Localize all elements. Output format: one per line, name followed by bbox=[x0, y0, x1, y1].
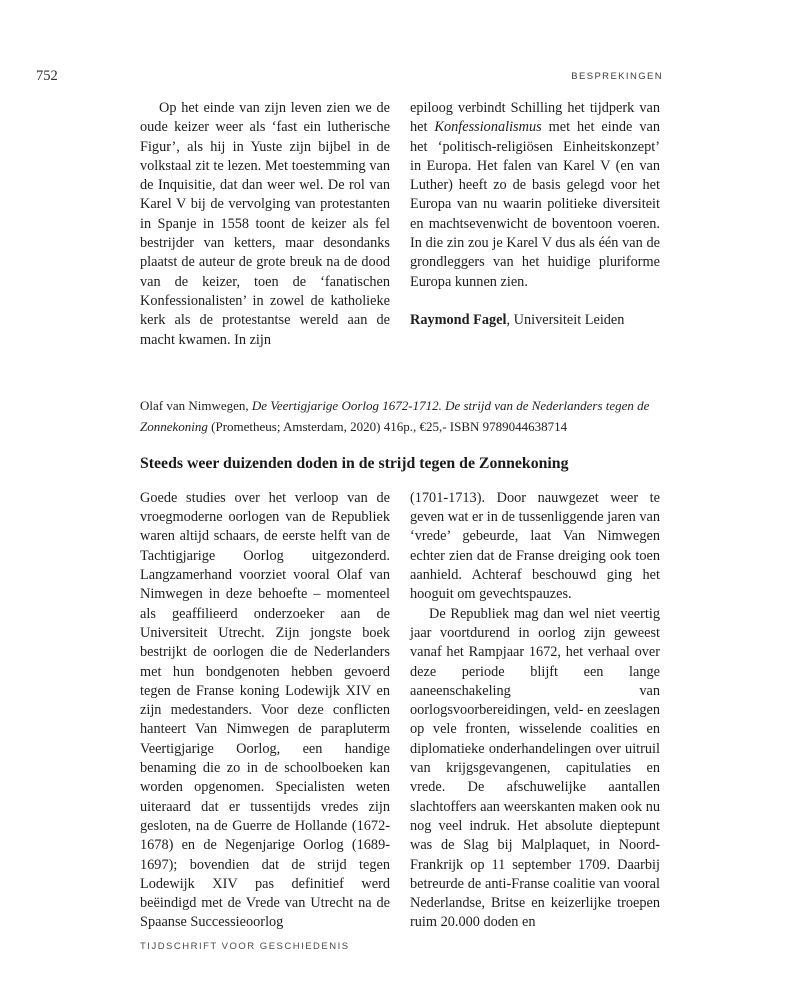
review2-left-text: Goede studies over het verloop van de vroegmoderne oorlogen van de Republiek waren altijd schaars, de eerste helft van de Tachtigjarige Oorlog uitgezonderd. Langzamerhand voorziet vooral Olaf van Nimwegen in deze behoefte – momenteel als geaffilieerd onderzoeker aan de Universiteit Utrecht. Zijn jongste boek bestrijkt de oorlogen die de Nederlanders met hun bondgenoten hebben gevoerd tegen de Franse koning Lodewijk XIV en zijn medestanders. Voor deze conflicten hanteert Van Nimwegen de parapluterm Veertigjarige Oorlog, een handige benaming die zo in de schoolboeken kan worden opgenomen. Specialisten weten uiteraard dat er tussentijds vredes zijn gesloten, na de Guerre de Hollande (1672-1678) en de Negenjarige Oorlog (1689-1697); bovendien dat de strijd tegen Lodewijk XIV pas definitief werd beëindigd met de Vrede van Utrecht na de Spaanse Successieoorlog bbox=[140, 489, 390, 931]
review1-right-text bbox=[410, 99, 660, 292]
review2-left-column bbox=[140, 489, 390, 933]
review-heading: Steeds weer duizenden doden in de strijd tegen de Zonnekoning bbox=[140, 454, 569, 472]
review1-signature bbox=[410, 311, 660, 330]
citation-author: Olaf van Nimwegen, bbox=[140, 397, 252, 413]
review2-right-text-para1: (1701-1713). Door nauwgezet weer te geven wat er in de tussenliggende jaren van ‘vrede’ gebeurde, laat Van Nimwegen echter zien dat de Franse dreiging ook toen aanhield. Achteraf beschouwd ging het hooguit om gevechtspauzes. bbox=[410, 489, 660, 603]
review1-left-text: Op het einde van zijn leven zien we de oude keizer weer als ‘fast ein lutherische Figur’, als hij in Yuste zijn bijbel in de volkstaal zit te lezen. Met toestemming van de Inquisitie, dat dan weer wel. De rol van Karel V bij de vervolging van protestanten in Spanje in 1558 toont de keizer als fel bestrijder van ketters, maar desondanks plaatst de auteur de grote breuk na de dood van de keizer, toen de ‘fanatischen Konfessionalisten’ in zowel de katholieke kerk als de protestantse wereld aan de macht kwamen. In zijn bbox=[140, 100, 390, 348]
page-number: 752 bbox=[36, 68, 58, 84]
review2-right-column bbox=[410, 489, 660, 933]
review1-right-text-start: epiloog verbindt Schilling het tijdperk van het bbox=[410, 100, 660, 136]
review2-right-text-para2: De Republiek mag dan wel niet veertig jaar voortdurend in oorlog zijn geweest vanaf het Rampjaar 1672, het verhaal over deze periode blijft een lange aaneenschakeling van oorlogsvoorbereidingen, veld- en zeeslagen op vele fronten, wisselende coalities en diplomatieke onderhandelingen over uitruil van krijgsgevangenen, capitulaties en vrede. De afschuwelijke aantallen slachtoffers aan weerskanten maken ook nu nog veel indruk. Het absolute dieptepunt was de Slag bij Malplaquet, in Noord-Frankrijk op 11 september 1709. Daarbij betreurde de anti-Franse coalitie van vooral Nederlandse, Britse en keizerlijke troepen ruim 20.000 doden en bbox=[410, 605, 660, 931]
review1-columns bbox=[140, 99, 660, 350]
citation-book-title: De Veertigjarige Oorlog 1672-1712. De strijd van de Nederlanders tegen de Zonnekoning bbox=[140, 397, 650, 434]
citation-publisher-isbn: (Prometheus; Amsterdam, 2020) 416p., €25,- ISBN 9789044638714 bbox=[207, 418, 568, 434]
review-2 bbox=[140, 395, 660, 933]
journal-footer: TIJDSCHRIFT VOOR GESCHIEDENIS bbox=[140, 941, 350, 952]
review1-right-column bbox=[410, 99, 660, 350]
review1-right-text-end: met het einde van het ‘politisch-religiösen Einheitskonzept’ in Europa. Het falen van Karel V (en van Luther) heeft zo de basis gelegd voor het Europa van nu waarin politieke diversiteit en machtsevenwicht de boventoon voeren. In die zin zou je Karel V dus als één van de grondleggers van het huidige pluriforme Europa kunnen zien. bbox=[410, 119, 660, 290]
reviewer-affiliation: , Universiteit Leiden bbox=[506, 312, 625, 329]
review2-columns bbox=[140, 489, 660, 933]
book-citation bbox=[140, 395, 660, 437]
review-1 bbox=[140, 99, 660, 350]
running-head: BESPREKINGEN bbox=[571, 71, 663, 82]
book-term-italic: Konfessionalismus bbox=[434, 119, 542, 136]
review1-left-column bbox=[140, 99, 390, 350]
reviewer-name: Raymond Fagel bbox=[410, 312, 507, 329]
page-content bbox=[140, 99, 660, 933]
